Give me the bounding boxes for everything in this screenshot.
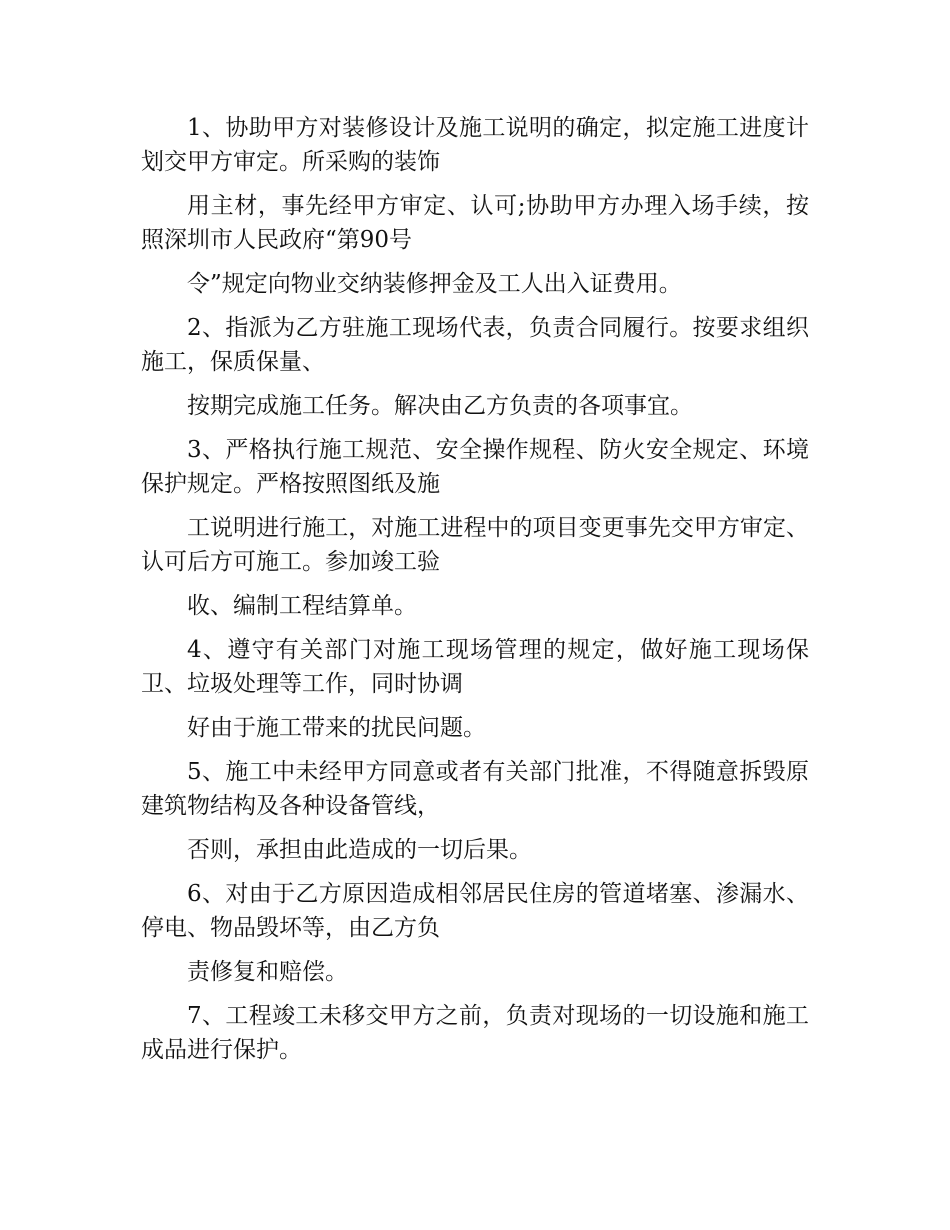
paragraph-7: 工说明进行施工，对施工进程中的项目变更事先交甲方审定、认可后方可施工。参加竣工验 (141, 515, 809, 575)
paragraph-5: 按期完成施工任务。解决由乙方负责的各项事宜。 (187, 393, 693, 419)
paragraph-13: 6、对由于乙方原因造成相邻居民住房的管道堵塞、渗漏水、停电、物品毁坏等，由乙方负 (141, 881, 809, 941)
document-body (141, 111, 809, 1067)
paragraph-6: 3、严格执行施工规范、安全操作规程、防火安全规定、环境保护规定。严格按照图纸及施 (141, 437, 809, 497)
paragraph-15: 7、工程竣工未移交甲方之前，负责对现场的一切设施和施工成品进行保护。 (141, 1003, 809, 1063)
paragraph-10: 好由于施工带来的扰民问题。 (187, 715, 486, 741)
paragraph-14: 责修复和赔偿。 (187, 959, 348, 985)
paragraph-4: 2、指派为乙方驻施工现场代表，负责合同履行。按要求组织施工，保质保量、 (141, 315, 809, 375)
paragraph-1: 1、协助甲方对装修设计及施工说明的确定，拟定施工进度计划交甲方审定。所采购的装饰 (141, 115, 809, 175)
paragraph-2: 用主材，事先经甲方审定、认可;协助甲方办理入场手续，按照深圳市人民政府“第90号 (141, 193, 809, 253)
paragraph-12: 否则，承担由此造成的一切后果。 (187, 837, 532, 863)
paragraph-3: 令”规定向物业交纳装修押金及工人出入证费用。 (187, 271, 682, 297)
paragraph-8: 收、编制工程结算单。 (187, 593, 417, 619)
paragraph-11: 5、施工中未经甲方同意或者有关部门批准，不得随意拆毁原建筑物结构及各种设备管线， (141, 759, 809, 819)
paragraph-9: 4、遵守有关部门对施工现场管理的规定，做好施工现场保卫、垃圾处理等工作，同时协调 (141, 637, 809, 697)
